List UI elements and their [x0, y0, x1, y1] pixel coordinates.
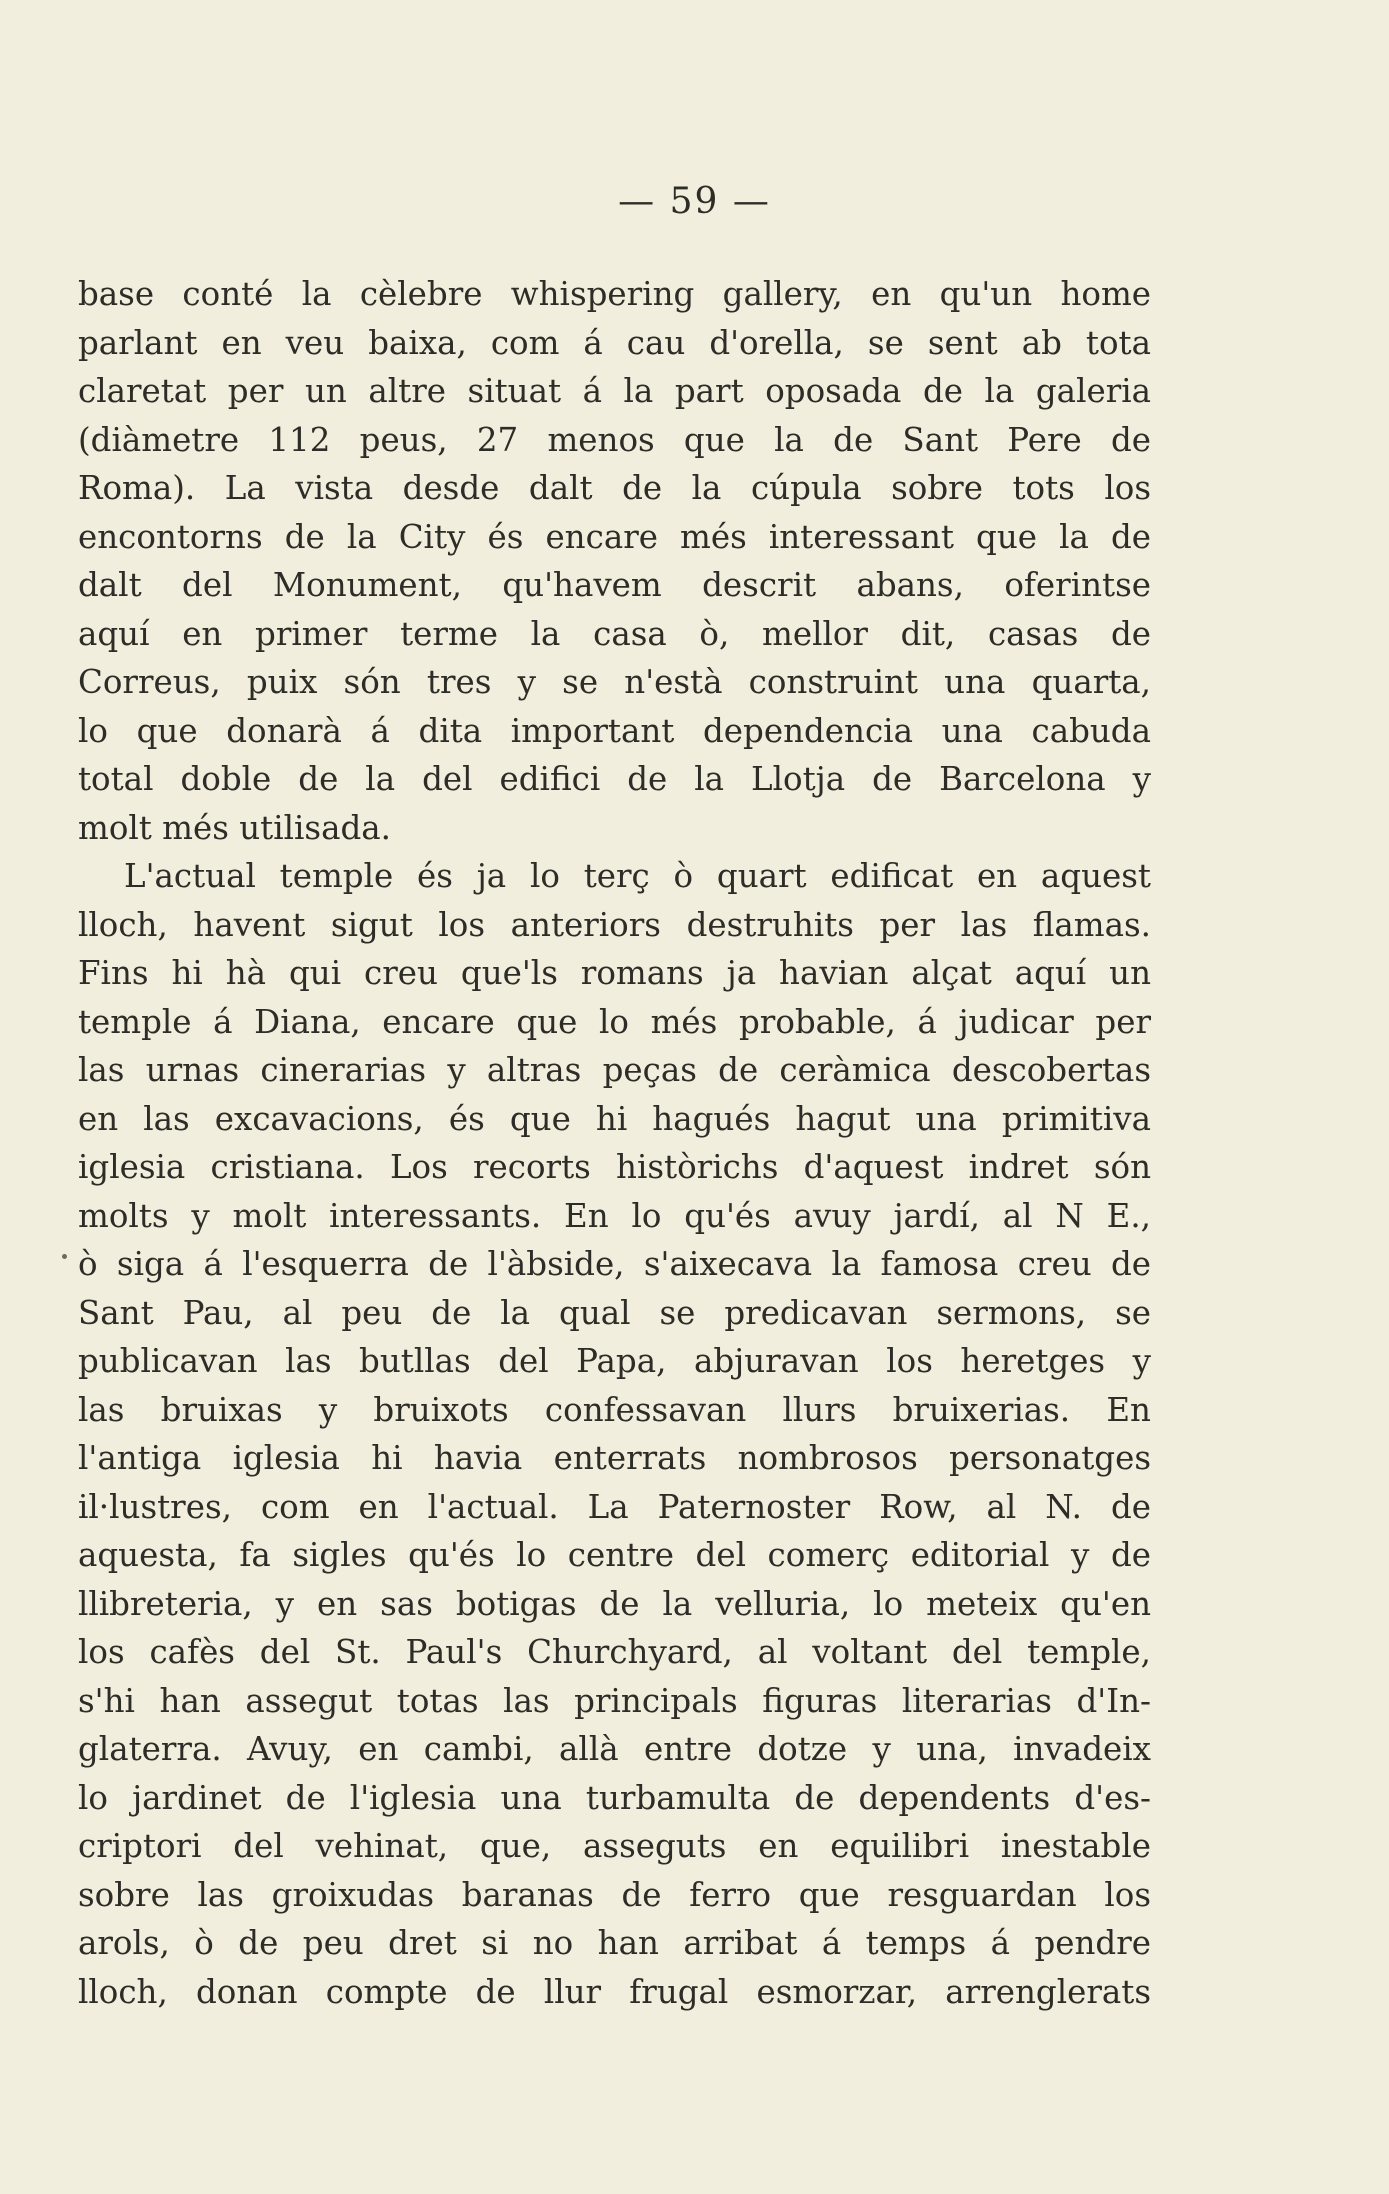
text-line: iglesia cristiana. Los recorts històrichs d'aquest indret són	[78, 1148, 1151, 1186]
text-line: sobre las groixudas baranas de ferro que resguardan los	[78, 1875, 1151, 1914]
text-line: s'hi han assegut totas las principals figuras literarias d'In-	[78, 1681, 1151, 1720]
text-line: claretat per un altre situat á la part oposada de la galeria	[78, 372, 1151, 410]
text-line: glaterra. Avuy, en cambi, allà entre dotze y una, invadeix	[78, 1730, 1151, 1768]
paragraph-end-line: molt més utilisada.	[78, 808, 391, 847]
body-text	[78, 270, 1151, 2016]
text-line: il·lustres, com en l'actual. La Paternoster Row, al N. de	[78, 1487, 1151, 1526]
text-line: (diàmetre 112 peus, 27 menos que la de Sant Pere de	[78, 420, 1151, 459]
text-line: l'antiga iglesia hi havia enterrats nombrosos personatges	[78, 1439, 1151, 1477]
text-line: Correus, puix són tres y se n'està construint una quarta,	[78, 663, 1151, 701]
text-line: aquí en primer terme la casa ò, mellor dit, casas de	[78, 614, 1151, 653]
text-line: lo jardinet de l'iglesia una turbamulta de dependents d'es-	[78, 1778, 1151, 1817]
text-line: encontorns de la City és encare més interessant que la de	[78, 517, 1151, 556]
text-line: lloch, havent sigut los anteriors destruhits per las flamas.	[78, 905, 1151, 944]
margin-speck	[62, 1254, 67, 1259]
text-line: en las excavacions, és que hi hagués hagut una primitiva	[78, 1099, 1151, 1138]
text-line: temple á Diana, encare que lo més probable, á judicar per	[78, 1002, 1151, 1041]
text-line: arols, ò de peu dret si no han arribat á temps á pendre	[78, 1924, 1151, 1962]
text-line: Fins hi hà qui creu que'ls romans ja havian alçat aquí un	[78, 954, 1151, 992]
text-line: base conté la cèlebre whispering gallery, en qu'un home	[78, 275, 1151, 313]
text-line: parlant en veu baixa, com á cau d'orella, se sent ab tota	[78, 323, 1151, 362]
text-line: ò siga á l'esquerra de l'àbside, s'aixecava la famosa creu de	[78, 1245, 1151, 1283]
paragraph-start-line: L'actual temple és ja lo terç ò quart edificat en aquest	[124, 857, 1151, 895]
text-line: las bruixas y bruixots confessavan llurs bruixerias. En	[78, 1390, 1151, 1429]
page-number: — 59 —	[618, 181, 771, 222]
text-line: molts y molt interessants. En lo qu'és avuy jardí, al N E.,	[78, 1196, 1151, 1235]
text-line: publicavan las butllas del Papa, abjuravan los heretges y	[78, 1342, 1151, 1380]
text-line: llibreteria, y en sas botigas de la velluria, lo meteix qu'en	[78, 1584, 1151, 1623]
text-line: Sant Pau, al peu de la qual se predicavan sermons, se	[78, 1293, 1151, 1332]
text-line: lo que donarà á dita important dependencia una cabuda	[78, 711, 1151, 750]
text-line: total doble de la del edifici de la Llotja de Barcelona y	[78, 760, 1151, 798]
text-line: aquesta, fa sigles qu'és lo centre del comerç editorial y de	[78, 1536, 1151, 1574]
text-line: los cafès del St. Paul's Churchyard, al voltant del temple,	[78, 1633, 1151, 1671]
text-line: dalt del Monument, qu'havem descrit abans, oferintse	[78, 566, 1151, 604]
text-line: criptori del vehinat, que, asseguts en equilibri inestable	[78, 1827, 1151, 1865]
text-line: lloch, donan compte de llur frugal esmorzar, arrenglerats	[78, 1972, 1151, 2011]
text-line: las urnas cinerarias y altras peças de ceràmica descobertas	[78, 1051, 1151, 1089]
text-line: Roma). La vista desde dalt de la cúpula sobre tots los	[78, 469, 1151, 507]
